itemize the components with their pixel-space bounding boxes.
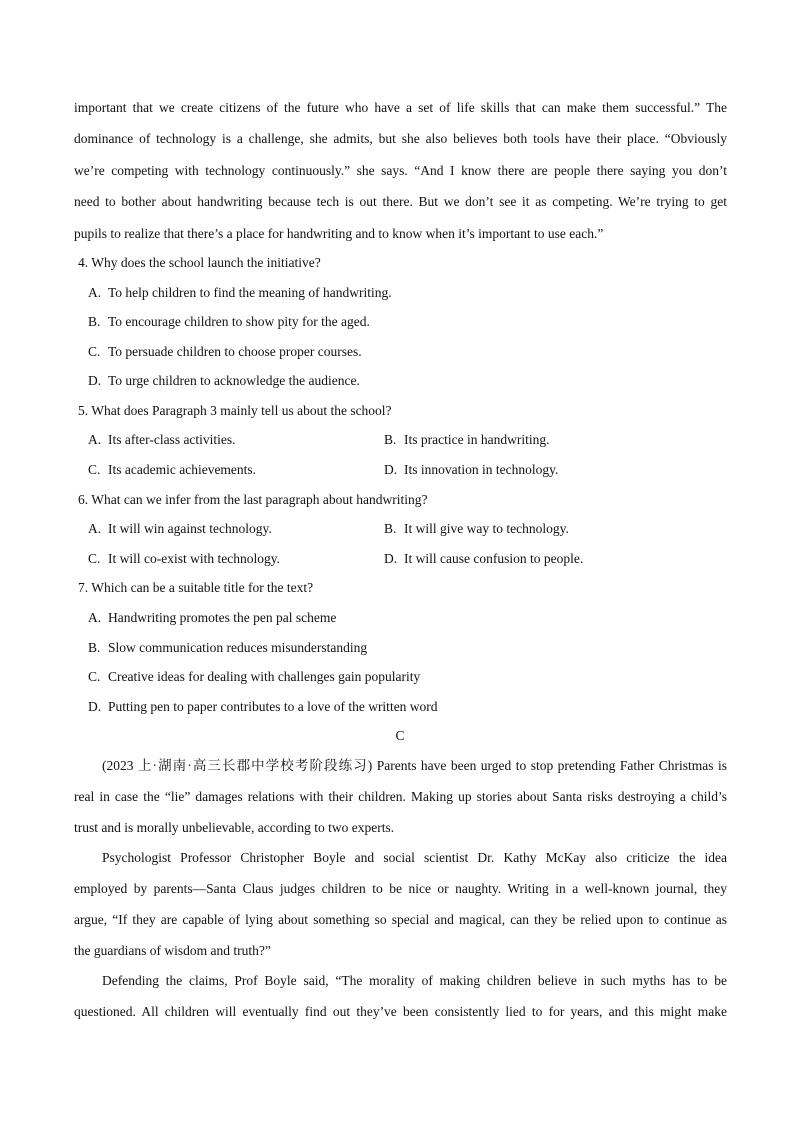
option-letter: A. — [88, 285, 102, 300]
question-6-option-d[interactable] — [384, 551, 583, 567]
question-4-option-a[interactable] — [88, 285, 392, 301]
question-5-stem: 5. What does Paragraph 3 mainly tell us about the school? — [78, 403, 392, 418]
question-5-option-d[interactable] — [384, 462, 558, 478]
option-text: It will co-exist with technology. — [108, 551, 280, 566]
option-text: Creative ideas for dealing with challenges gain popularity — [108, 669, 421, 684]
option-letter: A. — [88, 432, 102, 447]
option-letter: C. — [88, 344, 101, 359]
option-text: It will win against technology. — [108, 521, 272, 536]
question-5-option-b[interactable] — [384, 432, 549, 448]
question-7-stem: 7. Which can be a suitable title for the text? — [78, 580, 314, 595]
passage-b-line-5: pupils to realize that there’s a place for handwriting and to know when it’s important to use each.” — [74, 226, 604, 241]
option-letter: B. — [384, 521, 397, 536]
question-5-option-a[interactable] — [88, 432, 236, 448]
option-text: Its academic achievements. — [108, 462, 257, 477]
option-text: Putting pen to paper contributes to a love of the written word — [108, 699, 438, 714]
section-c-p3-line-1: Defending the claims, Prof Boyle said, “The morality of making children believe in such myths has to be — [102, 973, 727, 988]
option-text: It will cause confusion to people. — [404, 551, 584, 566]
option-text: Handwriting promotes the pen pal scheme — [108, 610, 337, 625]
passage-b-line-3: we’re competing with technology continuously.” she says. “And I know there are people there saying you don’t — [74, 163, 727, 178]
passage-b-line-4: need to bother about handwriting because tech is out there. But we don’t see it as competing. We’re trying to get — [74, 194, 727, 209]
section-c-p2-line-3: argue, “If they are capable of lying about something so special and magical, can they be relied upon to continue as — [74, 912, 727, 927]
option-text: Slow communication reduces misunderstanding — [108, 640, 368, 655]
question-4-option-c[interactable] — [88, 344, 362, 360]
option-text: Its after-class activities. — [108, 432, 236, 447]
option-text: To persuade children to choose proper courses. — [108, 344, 362, 359]
question-4-option-d[interactable] — [88, 373, 360, 389]
question-7-option-d[interactable] — [88, 699, 438, 715]
option-text: To encourage children to show pity for the aged. — [108, 314, 370, 329]
option-letter: B. — [88, 640, 101, 655]
question-6-option-a[interactable] — [88, 521, 272, 537]
section-c-p3-line-2: questioned. All children will eventually find out they’ve been consistently lied to for years, and this might make — [74, 1004, 727, 1019]
section-c-p1-line-1: (2023 上·湖南·高三长郡中学校考阶段练习) Parents have been urged to stop pretending Father Christmas is — [102, 758, 727, 773]
option-letter: A. — [88, 521, 102, 536]
question-4-stem: 4. Why does the school launch the initiative? — [78, 255, 321, 270]
option-letter: D. — [384, 462, 398, 477]
question-7-option-b[interactable] — [88, 640, 367, 656]
section-c-p1-line-3: trust and is morally unbelievable, according to two experts. — [74, 820, 395, 835]
option-letter: D. — [88, 699, 102, 714]
option-text: Its innovation in technology. — [404, 462, 559, 477]
passage-b-line-1: important that we create citizens of the future who have a set of life skills that can make them successful.” The — [74, 100, 727, 115]
section-c-p2-line-2: employed by parents—Santa Claus judges children to be nice or naughty. Writing in a well-known journal, they — [74, 881, 727, 896]
option-letter: D. — [384, 551, 398, 566]
question-6-stem: 6. What can we infer from the last paragraph about handwriting? — [78, 492, 428, 507]
question-7-option-a[interactable] — [88, 610, 336, 626]
option-text: It will give way to technology. — [404, 521, 569, 536]
question-5-option-c[interactable] — [88, 462, 256, 478]
option-letter: C. — [88, 462, 101, 477]
question-6-option-b[interactable] — [384, 521, 569, 537]
option-text: Its practice in handwriting. — [404, 432, 550, 447]
option-letter: A. — [88, 610, 102, 625]
option-letter: D. — [88, 373, 102, 388]
option-text: To help children to find the meaning of handwriting. — [108, 285, 392, 300]
section-c-p2-line-4: the guardians of wisdom and truth?” — [74, 943, 271, 958]
question-7-option-c[interactable] — [88, 669, 420, 685]
section-c-p2-line-1: Psychologist Professor Christopher Boyle and social scientist Dr. Kathy McKay also criticize the idea — [102, 850, 727, 865]
passage-b-line-2: dominance of technology is a challenge, she admits, but she also believes both tools have their place. “Obviously — [74, 131, 727, 146]
question-6-option-c[interactable] — [88, 551, 280, 567]
option-letter: C. — [88, 551, 101, 566]
option-letter: B. — [88, 314, 101, 329]
option-letter: C. — [88, 669, 101, 684]
option-letter: B. — [384, 432, 397, 447]
question-4-option-b[interactable] — [88, 314, 370, 330]
section-c-heading: C — [395, 728, 405, 743]
option-text: To urge children to acknowledge the audience. — [108, 373, 360, 388]
section-c-p1-line-2: real in case the “lie” damages relations with their children. Making up stories about Santa risks destroying a child’s — [74, 789, 727, 804]
